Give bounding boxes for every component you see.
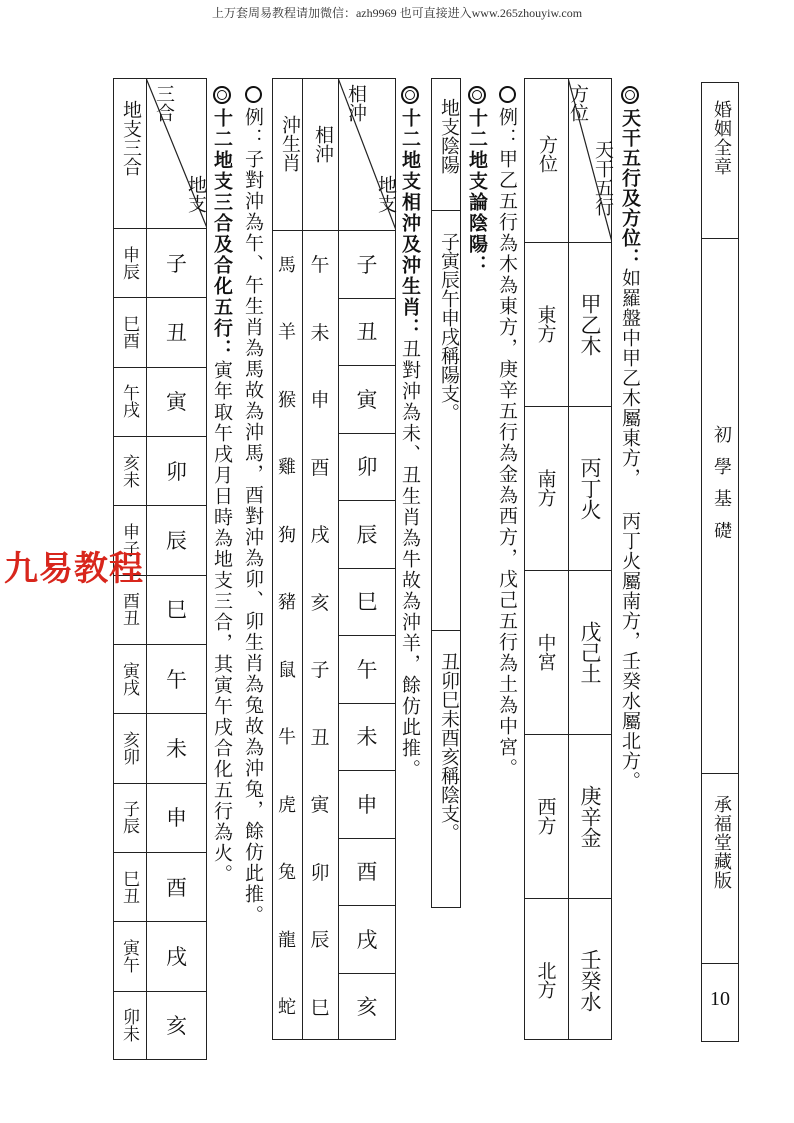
table2-zodiac-cell: 馬: [278, 254, 296, 276]
page-header: 上万套周易教程请加微信：azh9969 也可直接进入www.265zhouyiw.com: [211, 6, 583, 20]
table2-chong-cell: 寅: [310, 794, 330, 817]
table3-sanhe-cell: 巳酉: [119, 314, 139, 349]
table1-stem-cell: 壬癸水: [578, 948, 602, 1012]
sec2-column: [467, 86, 486, 276]
table2-chong-cell: 亥: [310, 591, 330, 614]
table2-branch-cell: 亥: [356, 995, 378, 1020]
table3-corner-bottom: 三合: [153, 84, 175, 122]
sec3-title: 十二地支相沖及沖生肖：: [399, 108, 421, 339]
table2-zodiac-label: 沖生肖: [279, 115, 301, 172]
circle-bullet-icon: [499, 86, 516, 103]
circle-bullet-icon: [245, 86, 262, 103]
table2-zodiac-cell: 虎: [278, 794, 296, 816]
table3-branch-cell: 巳: [166, 598, 187, 623]
table3-sanhe-cell: 申子: [119, 522, 139, 557]
page-number: 10: [710, 988, 730, 1010]
sec2-title: 十二地支論陰陽：: [466, 108, 488, 276]
sec3-column: 十二地支相沖及沖生肖：丑對沖為未、丑生肖為牛故為沖羊，餘仿此推。: [400, 86, 419, 780]
table2-branch-cell: 酉: [356, 860, 378, 885]
table2-zodiac-cell: 鼠: [278, 659, 296, 681]
table1-stem-cell: 甲乙木: [578, 292, 602, 356]
table2-chong-cell: 戌: [310, 524, 330, 547]
table1-corner-bottom: 方位: [567, 84, 589, 122]
table3-branch-cell: 丑: [166, 320, 187, 345]
table1-direction-cell: 東方: [534, 305, 557, 343]
table1-stem-cell: 戊己土: [578, 620, 602, 684]
table1-row-head: 方位: [536, 135, 558, 173]
table1-direction-cell: 西方: [534, 797, 557, 835]
sec4-column: 十二地支三合及合化五行：寅年取午戌月日時為地支三合，其寅午戌合化五行為火。: [212, 86, 231, 885]
table2-zodiac-cell: 牛: [278, 727, 296, 749]
table2-branch-cell: 辰: [356, 522, 378, 547]
table1-direction-cell: 北方: [534, 961, 557, 999]
publisher: 承福堂藏版: [711, 795, 732, 890]
table2-zodiac-cell: 蛇: [278, 997, 296, 1019]
table2-zodiac-cell: 猴: [278, 389, 296, 411]
table3-branch-cell: 子: [166, 251, 187, 276]
table1-stem-cell: 庚辛金: [578, 784, 602, 848]
example-1: 例：甲乙五行為木為東方，庚辛五行為金為西方，戊己五行為土為中宮。: [497, 86, 516, 779]
table2-corner-top: 地支: [375, 175, 397, 213]
table2-branch-cell: 子: [356, 252, 378, 277]
table1-direction-cell: 南方: [534, 469, 557, 507]
table3-row-label: 地支三合: [120, 100, 142, 176]
table2-branch-cell: 寅: [356, 387, 378, 412]
table2-zodiac-cell: 龍: [278, 929, 296, 951]
table3-sanhe-cell: 亥未: [119, 453, 139, 488]
table2-chong-label: 相沖: [312, 125, 334, 163]
table2-zodiac-cell: 羊: [278, 322, 296, 344]
table2-branch-cell: 未: [356, 725, 378, 750]
table3-branch-cell: 申: [166, 806, 187, 831]
table1-corner-top: 天干五行: [592, 140, 614, 216]
yang-branches: 子寅辰午申戌稱陽支。: [438, 232, 460, 422]
table2-chong-cell: 巳: [310, 996, 330, 1019]
table2-zodiac-cell: 兔: [278, 862, 296, 884]
table3-branch-cell: 卯: [166, 459, 187, 484]
table3-branch-cell: 寅: [166, 390, 187, 415]
table3-sanhe-cell: 亥卯: [119, 730, 139, 765]
sec4-title: 十二地支三合及合化五行：: [211, 108, 233, 360]
table2-chong-cell: 辰: [310, 929, 330, 952]
table2-branch-cell: 戌: [356, 927, 378, 952]
table2-chong-cell: 丑: [310, 726, 330, 749]
table2-branch-cell: 丑: [356, 320, 378, 345]
yin-branches: 丑卯巳未酉亥稱陰支。: [438, 652, 460, 842]
table3-branch-cell: 辰: [166, 528, 187, 553]
table2-chong-cell: 午: [310, 254, 330, 277]
watermark: 九易教程: [4, 549, 144, 589]
table2-branch-cell: 午: [356, 657, 378, 682]
table1-stem-cell: 丙丁火: [578, 456, 602, 520]
table2-zodiac-cell: 狗: [278, 524, 296, 546]
sec1-column-1: [620, 86, 639, 791]
table3-sanhe-cell: 巳丑: [119, 869, 139, 904]
sec1-text-2: 丙丁火屬南方，壬癸水屬北方。: [619, 511, 641, 791]
table2-branch-cell: 申: [356, 792, 378, 817]
table3-sanhe-cell: 子辰: [119, 800, 139, 835]
table2-branch-cell: 卯: [356, 455, 378, 480]
table3-corner-top: 地支: [185, 175, 207, 213]
table3-sanhe-cell: 酉丑: [119, 592, 139, 627]
example-2: 例：子對沖為午、午生肖為馬故為沖馬，酉對沖為卯、卯生肖為兔故為沖兔，餘仿此推。: [243, 86, 262, 926]
circle-bullet-icon: [468, 86, 486, 104]
table2-branch-cell: 巳: [356, 590, 378, 615]
table3-branch-cell: 酉: [166, 875, 187, 900]
table3-sanhe-cell: 午戌: [119, 384, 139, 419]
table3-branch-cell: 亥: [166, 1014, 187, 1039]
section-title: 初學基礎: [711, 425, 732, 553]
table3-branch-cell: 午: [166, 667, 187, 692]
table3-sanhe-cell: 寅戌: [119, 661, 139, 696]
circle-bullet-icon: [213, 86, 231, 104]
table1-direction-cell: 中宮: [534, 633, 557, 671]
circle-bullet-icon: [621, 86, 639, 104]
sec1-title: 天干五行及方位：: [619, 108, 641, 268]
table2-zodiac-cell: 豬: [278, 592, 296, 614]
table3-branch-cell: 戌: [166, 944, 187, 969]
table2-chong-cell: 酉: [310, 456, 330, 479]
side-band: [701, 82, 739, 1042]
table3-sanhe-cell: 申辰: [119, 245, 139, 280]
table2-chong-cell: 子: [310, 659, 330, 682]
table3-sanhe-cell: 寅午: [119, 938, 139, 973]
circle-bullet-icon: [401, 86, 419, 104]
table3-branch-cell: 未: [166, 736, 187, 761]
table2-chong-cell: 卯: [310, 861, 330, 884]
table3-sanhe-cell: 卯未: [119, 1008, 139, 1043]
table2-corner-bottom: 相沖: [345, 84, 367, 122]
yinyang-label: 地支陰陽: [438, 98, 460, 174]
sec1-text-1: 如羅盤中甲乙木屬東方，: [619, 268, 641, 488]
book-title: 婚姻全章: [711, 100, 732, 176]
table2-chong-cell: 申: [310, 389, 330, 412]
table2-zodiac-cell: 雞: [278, 457, 296, 479]
table2-chong-cell: 未: [310, 321, 330, 344]
